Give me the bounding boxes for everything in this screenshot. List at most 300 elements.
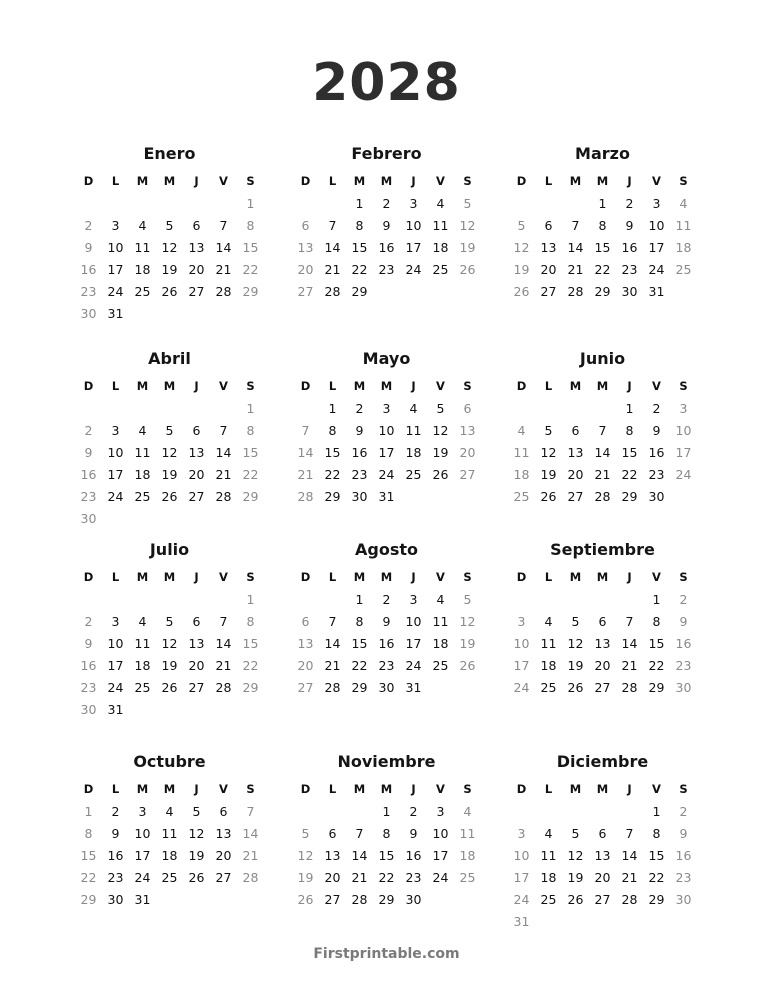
day-cell: 24 [513, 680, 530, 695]
month-grid [292, 565, 481, 699]
day-cell: 21 [215, 658, 232, 673]
weekday-header: L [328, 174, 337, 188]
empty-cell [589, 589, 616, 611]
day-cell: 18 [432, 240, 449, 255]
day-cell: 27 [324, 892, 341, 907]
day-cell: 20 [297, 262, 314, 277]
empty-cell [210, 398, 237, 420]
day-cell: 30 [351, 489, 368, 504]
month-grid [508, 169, 697, 303]
month-grid [75, 374, 264, 530]
day-cell: 14 [215, 240, 232, 255]
day-cell: 15 [378, 848, 395, 863]
day-cell: 1 [355, 196, 364, 211]
day-cell: 30 [80, 702, 97, 717]
weekday-header: M [380, 782, 393, 796]
day-cell: 2 [355, 401, 364, 416]
day-cell: 14 [215, 445, 232, 460]
empty-cell [589, 801, 616, 823]
day-cell: 16 [675, 636, 692, 651]
weekday-header: L [328, 782, 337, 796]
day-cell: 22 [648, 658, 665, 673]
weekday-header: L [111, 570, 120, 584]
day-cell: 1 [246, 196, 255, 211]
day-cell: 14 [242, 826, 259, 841]
day-cell: 23 [80, 284, 97, 299]
empty-cell [129, 193, 156, 215]
weekday-header: J [194, 379, 199, 393]
day-cell: 4 [544, 614, 553, 629]
day-cell: 14 [324, 240, 341, 255]
day-cell: 29 [351, 284, 368, 299]
day-cell: 23 [378, 262, 395, 277]
footer-brand: Firstprintable.com [313, 946, 460, 962]
day-cell: 8 [355, 218, 364, 233]
day-cell: 10 [107, 445, 124, 460]
day-cell: 30 [621, 284, 638, 299]
day-cell: 18 [161, 848, 178, 863]
weekday-header: J [411, 174, 416, 188]
day-cell: 22 [594, 262, 611, 277]
month-name: Diciembre [556, 752, 649, 771]
year-title: 2028 [312, 53, 461, 113]
day-cell: 7 [571, 218, 580, 233]
day-cell: 21 [324, 262, 341, 277]
weekday-header: M [136, 570, 149, 584]
day-cell: 8 [652, 614, 661, 629]
day-cell: 28 [621, 680, 638, 695]
empty-cell [508, 589, 535, 611]
day-cell: 5 [517, 218, 526, 233]
day-cell: 7 [219, 614, 228, 629]
day-cell: 2 [625, 196, 634, 211]
day-cell: 13 [594, 636, 611, 651]
day-cell: 15 [648, 636, 665, 651]
day-cell: 19 [513, 262, 530, 277]
weekday-header: V [436, 174, 445, 188]
day-cell: 11 [161, 826, 178, 841]
empty-cell [102, 589, 129, 611]
day-cell: 15 [80, 848, 97, 863]
day-cell: 9 [382, 614, 391, 629]
day-cell: 5 [436, 401, 445, 416]
day-cell: 10 [378, 423, 395, 438]
day-cell: 9 [679, 614, 688, 629]
day-cell: 17 [648, 240, 665, 255]
day-cell: 28 [215, 680, 232, 695]
day-cell: 20 [188, 658, 205, 673]
day-cell: 6 [544, 218, 553, 233]
day-cell: 29 [594, 284, 611, 299]
day-cell: 27 [540, 284, 557, 299]
day-cell: 22 [242, 658, 259, 673]
weekday-header: J [627, 570, 632, 584]
day-cell: 11 [540, 636, 557, 651]
day-cell: 16 [405, 848, 422, 863]
day-cell: 27 [188, 284, 205, 299]
day-cell: 27 [188, 489, 205, 504]
day-cell: 3 [409, 196, 418, 211]
weekday-header: V [652, 379, 661, 393]
day-cell: 10 [675, 423, 692, 438]
day-cell: 21 [242, 848, 259, 863]
month-diciembre [508, 751, 697, 933]
day-cell: 28 [215, 284, 232, 299]
day-cell: 5 [571, 826, 580, 841]
weekday-header: J [194, 782, 199, 796]
day-cell: 4 [165, 804, 174, 819]
day-cell: 17 [134, 848, 151, 863]
day-cell: 22 [378, 870, 395, 885]
weekday-header: D [83, 379, 94, 393]
day-cell: 10 [513, 636, 530, 651]
day-cell: 23 [405, 870, 422, 885]
day-cell: 23 [107, 870, 124, 885]
day-cell: 6 [598, 826, 607, 841]
day-cell: 4 [138, 423, 147, 438]
day-cell: 17 [513, 658, 530, 673]
day-cell: 9 [652, 423, 661, 438]
day-cell: 1 [652, 804, 661, 819]
weekday-header: L [328, 379, 337, 393]
day-cell: 19 [432, 445, 449, 460]
day-cell: 14 [297, 445, 314, 460]
day-cell: 16 [648, 445, 665, 460]
day-cell: 4 [138, 614, 147, 629]
day-cell: 20 [567, 467, 584, 482]
day-cell: 7 [328, 614, 337, 629]
day-cell: 7 [625, 826, 634, 841]
day-cell: 26 [432, 467, 449, 482]
day-cell: 5 [544, 423, 553, 438]
day-cell: 20 [297, 658, 314, 673]
day-cell: 29 [242, 284, 259, 299]
empty-cell [292, 193, 319, 215]
empty-cell [102, 193, 129, 215]
day-cell: 25 [432, 658, 449, 673]
month-grid [292, 169, 481, 303]
day-cell: 31 [405, 680, 422, 695]
day-cell: 18 [134, 262, 151, 277]
month-mayo [292, 348, 481, 508]
day-cell: 26 [540, 489, 557, 504]
day-cell: 22 [242, 262, 259, 277]
day-cell: 4 [436, 196, 445, 211]
day-cell: 22 [648, 870, 665, 885]
day-cell: 16 [80, 262, 97, 277]
weekday-header: V [652, 174, 661, 188]
empty-cell [102, 398, 129, 420]
day-cell: 21 [215, 467, 232, 482]
day-cell: 21 [324, 658, 341, 673]
weekday-header: J [194, 174, 199, 188]
day-cell: 28 [297, 489, 314, 504]
day-cell: 15 [324, 445, 341, 460]
day-cell: 1 [625, 401, 634, 416]
weekday-header: M [596, 174, 609, 188]
day-cell: 19 [567, 870, 584, 885]
day-cell: 15 [351, 240, 368, 255]
weekday-header: D [300, 174, 311, 188]
day-cell: 7 [625, 614, 634, 629]
day-cell: 23 [675, 658, 692, 673]
empty-cell [183, 193, 210, 215]
day-cell: 30 [80, 511, 97, 526]
day-cell: 17 [107, 262, 124, 277]
day-cell: 16 [80, 467, 97, 482]
month-name: Febrero [351, 144, 422, 163]
day-cell: 4 [463, 804, 472, 819]
day-cell: 16 [675, 848, 692, 863]
day-cell: 14 [621, 848, 638, 863]
day-cell: 30 [675, 892, 692, 907]
empty-cell [346, 801, 373, 823]
day-cell: 21 [621, 658, 638, 673]
day-cell: 25 [540, 892, 557, 907]
day-cell: 15 [648, 848, 665, 863]
day-cell: 31 [378, 489, 395, 504]
day-cell: 19 [459, 636, 476, 651]
day-cell: 13 [188, 445, 205, 460]
day-cell: 27 [594, 680, 611, 695]
day-cell: 30 [107, 892, 124, 907]
day-cell: 5 [571, 614, 580, 629]
month-julio [75, 539, 264, 721]
day-cell: 9 [111, 826, 120, 841]
month-agosto [292, 539, 481, 699]
day-cell: 8 [598, 218, 607, 233]
weekday-header: D [83, 570, 94, 584]
day-cell: 9 [409, 826, 418, 841]
day-cell: 6 [219, 804, 228, 819]
day-cell: 22 [351, 262, 368, 277]
day-cell: 21 [351, 870, 368, 885]
day-cell: 24 [378, 467, 395, 482]
day-cell: 2 [382, 196, 391, 211]
weekday-header: M [353, 570, 366, 584]
day-cell: 6 [192, 423, 201, 438]
weekday-header: S [463, 379, 472, 393]
day-cell: 26 [459, 658, 476, 673]
day-cell: 25 [134, 489, 151, 504]
empty-cell [535, 398, 562, 420]
day-cell: 14 [324, 636, 341, 651]
day-cell: 12 [459, 614, 476, 629]
weekday-header: J [411, 782, 416, 796]
day-cell: 24 [107, 284, 124, 299]
day-cell: 31 [513, 914, 530, 929]
weekday-header: M [163, 379, 176, 393]
month-junio [508, 348, 697, 508]
day-cell: 28 [621, 892, 638, 907]
month-name: Marzo [575, 144, 630, 163]
day-cell: 26 [188, 870, 205, 885]
weekday-header: J [627, 174, 632, 188]
month-grid [75, 169, 264, 325]
day-cell: 22 [351, 658, 368, 673]
month-febrero [292, 143, 481, 303]
day-cell: 12 [161, 240, 178, 255]
day-cell: 14 [567, 240, 584, 255]
day-cell: 28 [567, 284, 584, 299]
day-cell: 29 [621, 489, 638, 504]
day-cell: 21 [594, 467, 611, 482]
day-cell: 24 [648, 262, 665, 277]
day-cell: 5 [301, 826, 310, 841]
day-cell: 2 [679, 592, 688, 607]
day-cell: 27 [567, 489, 584, 504]
day-cell: 6 [598, 614, 607, 629]
day-cell: 3 [111, 218, 120, 233]
day-cell: 13 [594, 848, 611, 863]
day-cell: 12 [540, 445, 557, 460]
day-cell: 12 [188, 826, 205, 841]
day-cell: 25 [432, 262, 449, 277]
day-cell: 8 [246, 614, 255, 629]
day-cell: 16 [621, 240, 638, 255]
day-cell: 4 [409, 401, 418, 416]
day-cell: 3 [436, 804, 445, 819]
day-cell: 18 [405, 445, 422, 460]
empty-cell [508, 801, 535, 823]
day-cell: 19 [161, 658, 178, 673]
day-cell: 27 [297, 680, 314, 695]
day-cell: 22 [324, 467, 341, 482]
day-cell: 19 [567, 658, 584, 673]
day-cell: 1 [328, 401, 337, 416]
empty-cell [562, 589, 589, 611]
weekday-header: J [411, 379, 416, 393]
empty-cell [535, 589, 562, 611]
weekday-header: S [679, 379, 688, 393]
day-cell: 3 [517, 826, 526, 841]
weekday-header: M [596, 782, 609, 796]
day-cell: 15 [594, 240, 611, 255]
weekday-header: M [163, 782, 176, 796]
weekday-header: M [569, 570, 582, 584]
empty-cell [210, 589, 237, 611]
day-cell: 9 [84, 240, 93, 255]
day-cell: 30 [675, 680, 692, 695]
empty-cell [589, 398, 616, 420]
day-cell: 8 [625, 423, 634, 438]
day-cell: 28 [324, 284, 341, 299]
day-cell: 15 [351, 636, 368, 651]
day-cell: 24 [405, 262, 422, 277]
day-cell: 13 [188, 240, 205, 255]
day-cell: 12 [513, 240, 530, 255]
day-cell: 24 [675, 467, 692, 482]
weekday-header: S [463, 174, 472, 188]
empty-cell [319, 589, 346, 611]
weekday-header: L [544, 174, 553, 188]
month-noviembre [292, 751, 481, 911]
day-cell: 11 [540, 848, 557, 863]
day-cell: 26 [161, 489, 178, 504]
day-cell: 11 [432, 614, 449, 629]
day-cell: 25 [540, 680, 557, 695]
day-cell: 23 [648, 467, 665, 482]
day-cell: 11 [134, 445, 151, 460]
weekday-header: S [246, 782, 255, 796]
day-cell: 10 [648, 218, 665, 233]
month-septiembre [508, 539, 697, 699]
day-cell: 27 [188, 680, 205, 695]
day-cell: 20 [188, 262, 205, 277]
day-cell: 6 [463, 401, 472, 416]
day-cell: 4 [544, 826, 553, 841]
day-cell: 30 [378, 680, 395, 695]
day-cell: 1 [355, 592, 364, 607]
day-cell: 1 [84, 804, 93, 819]
day-cell: 27 [459, 467, 476, 482]
empty-cell [75, 193, 102, 215]
day-cell: 13 [567, 445, 584, 460]
month-grid [292, 777, 481, 911]
day-cell: 3 [517, 614, 526, 629]
day-cell: 18 [540, 870, 557, 885]
day-cell: 19 [540, 467, 557, 482]
day-cell: 25 [134, 284, 151, 299]
month-grid [508, 777, 697, 933]
day-cell: 17 [405, 240, 422, 255]
day-cell: 30 [80, 306, 97, 321]
day-cell: 20 [594, 658, 611, 673]
empty-cell [156, 398, 183, 420]
day-cell: 15 [242, 445, 259, 460]
empty-cell [616, 589, 643, 611]
day-cell: 26 [161, 680, 178, 695]
day-cell: 25 [405, 467, 422, 482]
month-grid [75, 777, 264, 911]
empty-cell [562, 801, 589, 823]
day-cell: 12 [161, 445, 178, 460]
day-cell: 16 [378, 240, 395, 255]
day-cell: 10 [513, 848, 530, 863]
weekday-header: V [219, 782, 228, 796]
day-cell: 28 [242, 870, 259, 885]
weekday-header: L [544, 379, 553, 393]
day-cell: 1 [246, 401, 255, 416]
day-cell: 3 [382, 401, 391, 416]
weekday-header: V [436, 782, 445, 796]
day-cell: 31 [107, 306, 124, 321]
day-cell: 20 [459, 445, 476, 460]
weekday-header: M [136, 174, 149, 188]
empty-cell [508, 193, 535, 215]
day-cell: 29 [242, 489, 259, 504]
day-cell: 16 [351, 445, 368, 460]
day-cell: 7 [355, 826, 364, 841]
empty-cell [292, 398, 319, 420]
month-name: Abril [148, 349, 191, 368]
day-cell: 29 [648, 680, 665, 695]
day-cell: 28 [351, 892, 368, 907]
day-cell: 3 [111, 614, 120, 629]
weekday-header: D [516, 379, 527, 393]
day-cell: 23 [80, 489, 97, 504]
weekday-header: J [411, 570, 416, 584]
empty-cell [129, 398, 156, 420]
day-cell: 18 [459, 848, 476, 863]
weekday-header: L [111, 379, 120, 393]
day-cell: 8 [652, 826, 661, 841]
month-grid [508, 565, 697, 699]
day-cell: 4 [517, 423, 526, 438]
empty-cell [562, 193, 589, 215]
weekday-header: M [353, 379, 366, 393]
day-cell: 19 [161, 262, 178, 277]
